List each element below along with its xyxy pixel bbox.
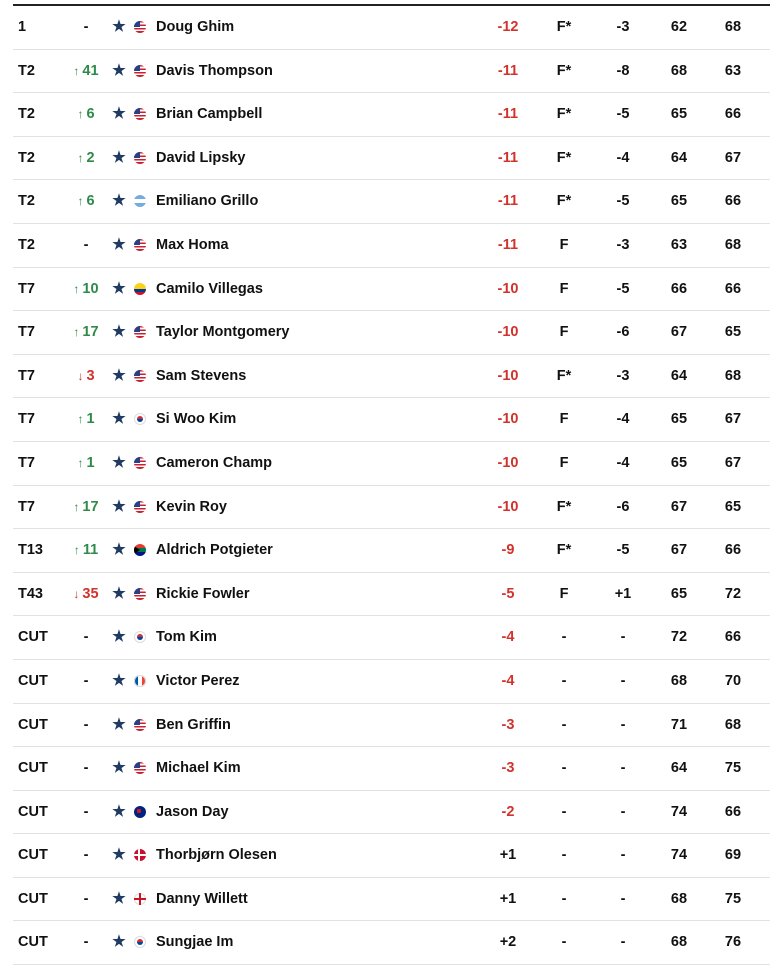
movement-cell [69, 791, 103, 834]
movement-value: - [83, 716, 89, 733]
position-cell: T7 [18, 411, 35, 428]
today-score-cell: - [620, 847, 626, 864]
movement-cell [69, 878, 103, 921]
favorite-star-icon[interactable]: ★ [112, 846, 126, 864]
favorite-star-icon[interactable]: ★ [112, 453, 126, 471]
thru-cell: F* [556, 542, 572, 559]
movement-value: 1 [86, 454, 95, 471]
player-name[interactable]: Max Homa [156, 236, 229, 253]
player-name[interactable]: Taylor Montgomery [156, 324, 290, 341]
table-row[interactable] [13, 486, 770, 530]
arrow-up-icon: ↑ [73, 499, 80, 514]
favorite-star-icon[interactable]: ★ [112, 18, 126, 35]
thru-cell: - [561, 803, 567, 820]
round2-cell: 66 [724, 803, 742, 820]
table-row[interactable] [13, 180, 770, 224]
arrow-up-icon: ↑ [77, 455, 84, 470]
player-name[interactable]: Danny Willett [156, 890, 248, 907]
favorite-star-icon[interactable]: ★ [112, 279, 126, 297]
position-cell: T13 [18, 542, 43, 559]
round2-cell: 67 [724, 149, 742, 166]
table-row[interactable] [13, 268, 770, 312]
arrow-up-icon: ↑ [77, 412, 84, 427]
round2-cell: 75 [724, 890, 742, 907]
favorite-star-icon[interactable]: ★ [112, 541, 126, 559]
flag-kr-icon [134, 631, 146, 643]
movement-cell [69, 268, 103, 311]
round1-cell: 68 [670, 62, 688, 79]
movement-value: 6 [86, 106, 95, 123]
total-score-cell: -11 [497, 193, 519, 210]
movement-cell [69, 660, 103, 703]
today-score-cell: - [620, 803, 626, 820]
round2-cell: 65 [724, 324, 742, 341]
movement-value: - [83, 629, 89, 646]
position-cell: CUT [18, 934, 48, 951]
total-score-cell: -4 [501, 672, 515, 689]
flag-us-icon [134, 152, 146, 164]
position-cell: CUT [18, 803, 48, 820]
movement-value: - [83, 803, 89, 820]
movement-cell [69, 529, 103, 572]
player-name[interactable]: Cameron Champ [156, 454, 273, 471]
today-score-cell: - [620, 716, 626, 733]
table-row[interactable] [13, 878, 770, 922]
table-row[interactable] [13, 660, 770, 704]
total-score-cell: -10 [497, 411, 519, 428]
movement-value: 11 [82, 542, 99, 559]
round2-cell: 69 [724, 847, 742, 864]
round1-cell: 65 [670, 585, 688, 602]
total-score-cell: +1 [499, 890, 517, 907]
round2-cell: 68 [724, 716, 742, 733]
favorite-star-icon[interactable]: ★ [112, 715, 126, 733]
round2-cell: 67 [724, 454, 742, 471]
table-row[interactable] [13, 747, 770, 791]
round2-cell: 63 [724, 62, 742, 79]
flag-fr-icon [134, 675, 146, 687]
round2-cell: 68 [724, 19, 742, 35]
today-score-cell: - [620, 760, 626, 777]
movement-cell [69, 137, 103, 180]
leaderboard-rows [13, 6, 770, 965]
total-score-cell: -3 [501, 760, 515, 777]
favorite-star-icon[interactable]: ★ [112, 192, 126, 210]
round2-cell: 66 [724, 280, 742, 297]
thru-cell: - [561, 716, 567, 733]
flag-us-icon [134, 762, 146, 774]
arrow-up-icon: ↑ [73, 543, 80, 558]
movement-value: 1 [86, 411, 95, 428]
movement-cell [69, 442, 103, 485]
player-name[interactable]: Rickie Fowler [156, 585, 250, 602]
movement-value: - [83, 890, 89, 907]
movement-value: 41 [82, 62, 99, 79]
movement-cell [69, 616, 103, 659]
table-row[interactable] [13, 704, 770, 748]
movement-value: 17 [82, 498, 99, 515]
movement-value: 17 [82, 324, 99, 341]
round1-cell: 65 [670, 106, 688, 123]
round1-cell: 64 [670, 760, 688, 777]
total-score-cell: -10 [497, 280, 519, 297]
position-cell: T2 [18, 62, 35, 79]
position-cell: T7 [18, 498, 35, 515]
flag-en-icon [134, 893, 146, 905]
position-cell: CUT [18, 847, 48, 864]
today-score-cell: -4 [616, 454, 630, 471]
total-score-cell: -10 [497, 454, 519, 471]
round1-cell: 67 [670, 324, 688, 341]
position-cell: CUT [18, 890, 48, 907]
favorite-star-icon[interactable]: ★ [112, 584, 126, 602]
position-cell: T2 [18, 149, 35, 166]
flag-us-icon [134, 21, 146, 33]
thru-cell: - [561, 629, 567, 646]
favorite-star-icon[interactable]: ★ [112, 105, 126, 123]
round1-cell: 68 [670, 672, 688, 689]
table-row[interactable] [13, 50, 770, 94]
round2-cell: 65 [724, 498, 742, 515]
table-row[interactable] [13, 529, 770, 573]
movement-cell [69, 486, 103, 529]
total-score-cell: -10 [497, 367, 519, 384]
favorite-star-icon[interactable]: ★ [112, 628, 126, 646]
movement-cell [69, 704, 103, 747]
round1-cell: 64 [670, 367, 688, 384]
round1-cell: 65 [670, 411, 688, 428]
arrow-up-icon: ↑ [77, 150, 84, 165]
position-cell: T7 [18, 454, 35, 471]
total-score-cell: -3 [501, 716, 515, 733]
round1-cell: 63 [670, 236, 688, 253]
round2-cell: 68 [724, 367, 742, 384]
favorite-star-icon[interactable]: ★ [112, 410, 126, 428]
today-score-cell: -6 [616, 498, 630, 515]
round2-cell: 76 [724, 934, 742, 951]
thru-cell: - [561, 890, 567, 907]
round1-cell: 65 [670, 193, 688, 210]
movement-cell [69, 834, 103, 877]
arrow-down-icon: ↓ [73, 586, 80, 601]
table-row[interactable] [13, 616, 770, 660]
player-name[interactable]: Victor Perez [156, 672, 240, 689]
table-row[interactable] [13, 224, 770, 268]
flag-us-icon [134, 501, 146, 513]
movement-value: - [83, 847, 89, 864]
round2-cell: 70 [724, 672, 742, 689]
total-score-cell: -5 [501, 585, 515, 602]
flag-us-icon [134, 370, 146, 382]
favorite-star-icon[interactable]: ★ [112, 889, 126, 907]
movement-value: 35 [82, 585, 99, 602]
position-cell: CUT [18, 716, 48, 733]
player-name[interactable]: Sungjae Im [156, 934, 234, 951]
position-cell: T43 [18, 585, 43, 602]
round2-cell: 75 [724, 760, 742, 777]
movement-cell [69, 355, 103, 398]
thru-cell: F [559, 236, 569, 253]
today-score-cell: - [620, 890, 626, 907]
flag-us-icon [134, 108, 146, 120]
thru-cell: - [561, 934, 567, 951]
flag-kr-icon [134, 936, 146, 948]
thru-cell: - [561, 847, 567, 864]
round1-cell: 68 [670, 934, 688, 951]
round2-cell: 66 [724, 106, 742, 123]
total-score-cell: -11 [497, 106, 519, 123]
total-score-cell: -4 [501, 629, 515, 646]
table-row[interactable] [13, 573, 770, 617]
round1-cell: 71 [670, 716, 688, 733]
player-name[interactable]: Aldrich Potgieter [156, 542, 273, 559]
player-name[interactable]: Michael Kim [156, 760, 241, 777]
thru-cell: - [561, 760, 567, 777]
thru-cell: F* [556, 367, 572, 384]
table-row[interactable] [13, 791, 770, 835]
round1-cell: 74 [670, 803, 688, 820]
total-score-cell: -2 [501, 803, 515, 820]
round2-cell: 66 [724, 542, 742, 559]
today-score-cell: +1 [614, 585, 632, 602]
arrow-up-icon: ↑ [73, 63, 80, 78]
favorite-star-icon[interactable]: ★ [112, 759, 126, 777]
movement-value: 3 [86, 367, 95, 384]
thru-cell: F* [556, 62, 572, 79]
position-cell: T7 [18, 367, 35, 384]
today-score-cell: -5 [616, 106, 630, 123]
flag-us-icon [134, 326, 146, 338]
flag-us-icon [134, 588, 146, 600]
position-cell: CUT [18, 672, 48, 689]
player-name[interactable]: Doug Ghim [156, 19, 235, 35]
player-name[interactable]: Camilo Villegas [156, 280, 263, 297]
favorite-star-icon[interactable]: ★ [112, 148, 126, 166]
player-name[interactable]: Emiliano Grillo [156, 193, 259, 210]
favorite-star-icon[interactable]: ★ [112, 61, 126, 79]
movement-value: 6 [86, 193, 95, 210]
thru-cell: F [559, 324, 569, 341]
position-cell: T2 [18, 236, 35, 253]
thru-cell: F [559, 411, 569, 428]
today-score-cell: -8 [616, 62, 630, 79]
round1-cell: 67 [670, 542, 688, 559]
flag-us-icon [134, 457, 146, 469]
today-score-cell: -5 [616, 280, 630, 297]
movement-value: - [83, 934, 89, 951]
arrow-up-icon: ↑ [77, 107, 84, 122]
arrow-up-icon: ↑ [73, 281, 80, 296]
thru-cell: F* [556, 193, 572, 210]
flag-za-icon [134, 544, 146, 556]
round1-cell: 68 [670, 890, 688, 907]
favorite-star-icon[interactable]: ★ [112, 802, 126, 820]
table-row[interactable] [13, 834, 770, 878]
table-row[interactable] [13, 6, 770, 50]
total-score-cell: -11 [497, 149, 519, 166]
flag-kr-icon [134, 413, 146, 425]
thru-cell: F* [556, 149, 572, 166]
today-score-cell: -3 [616, 236, 630, 253]
player-name[interactable]: Kevin Roy [156, 498, 227, 515]
player-name[interactable]: Brian Campbell [156, 106, 263, 123]
table-row[interactable] [13, 93, 770, 137]
total-score-cell: -10 [497, 324, 519, 341]
favorite-star-icon[interactable]: ★ [112, 366, 126, 384]
flag-co-icon [134, 283, 146, 295]
player-name[interactable]: Jason Day [156, 803, 229, 820]
player-name[interactable]: Si Woo Kim [156, 411, 237, 428]
favorite-star-icon[interactable]: ★ [112, 497, 126, 515]
table-row[interactable] [13, 355, 770, 399]
round2-cell: 67 [724, 411, 742, 428]
movement-cell [69, 921, 103, 964]
today-score-cell: - [620, 672, 626, 689]
player-name[interactable]: Tom Kim [156, 629, 217, 646]
total-score-cell: -10 [497, 498, 519, 515]
today-score-cell: -3 [616, 19, 630, 35]
movement-value: - [83, 236, 89, 253]
position-cell: 1 [18, 19, 27, 35]
arrow-down-icon: ↓ [77, 368, 84, 383]
today-score-cell: - [620, 629, 626, 646]
round2-cell: 66 [724, 193, 742, 210]
table-row[interactable] [13, 398, 770, 442]
position-cell: CUT [18, 629, 48, 646]
today-score-cell: -5 [616, 542, 630, 559]
round1-cell: 65 [670, 454, 688, 471]
table-row[interactable] [13, 137, 770, 181]
position-cell: T7 [18, 280, 35, 297]
movement-value: - [83, 672, 89, 689]
movement-value: 2 [86, 149, 95, 166]
movement-cell [69, 747, 103, 790]
thru-cell: F [559, 280, 569, 297]
thru-cell: F* [556, 19, 572, 35]
player-name[interactable]: Sam Stevens [156, 367, 247, 384]
movement-cell [69, 93, 103, 136]
position-cell: T2 [18, 106, 35, 123]
today-score-cell: -6 [616, 324, 630, 341]
movement-cell [69, 573, 103, 616]
player-name[interactable]: Ben Griffin [156, 716, 231, 733]
table-row[interactable] [13, 311, 770, 355]
movement-cell [69, 50, 103, 93]
total-score-cell: -11 [497, 236, 519, 253]
movement-cell [69, 398, 103, 441]
round1-cell: 74 [670, 847, 688, 864]
flag-us-icon [134, 719, 146, 731]
favorite-star-icon[interactable]: ★ [112, 323, 126, 341]
player-name[interactable]: David Lipsky [156, 149, 246, 166]
table-row[interactable] [13, 921, 770, 965]
position-cell: CUT [18, 760, 48, 777]
thru-cell: F* [556, 498, 572, 515]
total-score-cell: +1 [499, 847, 517, 864]
round2-cell: 68 [724, 236, 742, 253]
player-name[interactable]: Thorbjørn Olesen [156, 847, 277, 864]
today-score-cell: -4 [616, 149, 630, 166]
round1-cell: 66 [670, 280, 688, 297]
total-score-cell: -9 [501, 542, 515, 559]
total-score-cell: -11 [497, 62, 519, 79]
total-score-cell: -12 [497, 19, 519, 35]
arrow-up-icon: ↑ [73, 325, 80, 340]
movement-cell [69, 311, 103, 354]
today-score-cell: - [620, 934, 626, 951]
flag-dk-icon [134, 849, 146, 861]
round1-cell: 72 [670, 629, 688, 646]
flag-ar-icon [134, 195, 146, 207]
thru-cell: F [559, 454, 569, 471]
today-score-cell: -4 [616, 411, 630, 428]
thru-cell: - [561, 672, 567, 689]
flag-au-icon [134, 806, 146, 818]
round1-cell: 62 [670, 19, 688, 35]
today-score-cell: -3 [616, 367, 630, 384]
round2-cell: 72 [724, 585, 742, 602]
today-score-cell: -5 [616, 193, 630, 210]
position-cell: T2 [18, 193, 35, 210]
flag-us-icon [134, 239, 146, 251]
thru-cell: F* [556, 106, 572, 123]
flag-us-icon [134, 65, 146, 77]
table-row[interactable] [13, 442, 770, 486]
favorite-star-icon[interactable]: ★ [112, 671, 126, 689]
favorite-star-icon[interactable]: ★ [112, 933, 126, 951]
movement-value: - [83, 760, 89, 777]
movement-cell [69, 180, 103, 223]
movement-cell [69, 6, 103, 49]
arrow-up-icon: ↑ [77, 194, 84, 209]
movement-value: 10 [82, 280, 99, 297]
thru-cell: F [559, 585, 569, 602]
total-score-cell: +2 [499, 934, 517, 951]
position-cell: T7 [18, 324, 35, 341]
round2-cell: 66 [724, 629, 742, 646]
movement-value: - [83, 19, 89, 35]
favorite-star-icon[interactable]: ★ [112, 235, 126, 253]
movement-cell [69, 224, 103, 267]
round1-cell: 67 [670, 498, 688, 515]
round1-cell: 64 [670, 149, 688, 166]
player-name[interactable]: Davis Thompson [156, 62, 273, 79]
